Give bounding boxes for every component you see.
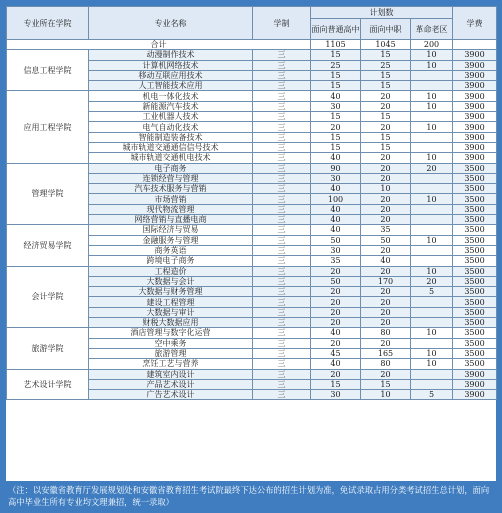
college-cell: 艺术设计学院 <box>7 369 89 400</box>
duration-cell: 三 <box>253 369 311 379</box>
plan-old-cell <box>411 245 453 255</box>
total-label: 合计 <box>7 40 311 50</box>
major-cell: 移动互联应用技术 <box>89 70 253 80</box>
plan-old-cell <box>411 70 453 80</box>
fee-cell: 3900 <box>453 142 497 152</box>
fee-cell: 3900 <box>453 153 497 163</box>
header-major: 专业名称 <box>89 7 253 40</box>
fee-cell: 3900 <box>453 91 497 101</box>
plan-hs-cell: 25 <box>311 60 361 70</box>
plan-vs-cell: 20 <box>361 245 411 255</box>
plan-old-cell <box>411 318 453 328</box>
plan-vs-cell: 20 <box>361 101 411 111</box>
plan-vs-cell: 20 <box>361 122 411 132</box>
duration-cell: 三 <box>253 142 311 152</box>
fee-cell: 3900 <box>453 112 497 122</box>
plan-old-cell: 10 <box>411 153 453 163</box>
table-row <box>7 328 497 338</box>
table-body <box>7 50 497 400</box>
college-cell: 应用工程学院 <box>7 91 89 163</box>
plan-hs-cell: 40 <box>311 184 361 194</box>
total-old: 200 <box>411 40 453 50</box>
header-fee: 学费 <box>453 7 497 40</box>
college-cell: 旅游学院 <box>7 328 89 369</box>
duration-cell: 三 <box>253 122 311 132</box>
fee-cell: 3900 <box>453 50 497 60</box>
duration-cell: 三 <box>253 225 311 235</box>
fee-cell: 3500 <box>453 235 497 245</box>
duration-cell: 三 <box>253 379 311 389</box>
fee-cell: 3900 <box>453 379 497 389</box>
duration-cell: 三 <box>253 287 311 297</box>
major-cell: 电子商务 <box>89 163 253 173</box>
major-cell: 智能制造装备技术 <box>89 132 253 142</box>
duration-cell: 三 <box>253 184 311 194</box>
plan-vs-cell: 50 <box>361 235 411 245</box>
fee-cell: 3500 <box>453 328 497 338</box>
duration-cell: 三 <box>253 256 311 266</box>
fee-cell: 3500 <box>453 245 497 255</box>
plan-vs-cell: 20 <box>361 338 411 348</box>
major-cell: 烹饪工艺与营养 <box>89 359 253 369</box>
major-cell: 汽车技术服务与营销 <box>89 184 253 194</box>
plan-old-cell: 20 <box>411 276 453 286</box>
plan-vs-cell: 15 <box>361 50 411 60</box>
major-cell: 新能源汽车技术 <box>89 101 253 111</box>
plan-old-cell <box>411 379 453 389</box>
plan-vs-cell: 170 <box>361 276 411 286</box>
duration-cell: 三 <box>253 307 311 317</box>
fee-cell: 3500 <box>453 307 497 317</box>
duration-cell: 三 <box>253 204 311 214</box>
duration-cell: 三 <box>253 318 311 328</box>
major-cell: 动漫制作技术 <box>89 50 253 60</box>
fee-cell: 3500 <box>453 348 497 358</box>
major-cell: 市场营销 <box>89 194 253 204</box>
plan-hs-cell: 50 <box>311 235 361 245</box>
plan-vs-cell: 25 <box>361 60 411 70</box>
footnote: （注：以安徽省教育厅发展规划处和安徽省教育招生考试院最终下达公布的招生计划为准，免试录取占用分类考试招生总计划，面向高中毕业生所有专业均文理兼招，统一录取） <box>8 485 490 507</box>
enrollment-plan-table <box>6 6 497 400</box>
plan-vs-cell: 20 <box>361 287 411 297</box>
plan-old-cell <box>411 215 453 225</box>
plan-hs-cell: 20 <box>311 369 361 379</box>
duration-cell: 三 <box>253 153 311 163</box>
plan-hs-cell: 40 <box>311 225 361 235</box>
fee-cell: 3900 <box>453 390 497 400</box>
plan-hs-cell: 20 <box>311 266 361 276</box>
plan-vs-cell: 20 <box>361 266 411 276</box>
plan-hs-cell: 15 <box>311 112 361 122</box>
fee-cell: 3500 <box>453 173 497 183</box>
plan-vs-cell: 15 <box>361 81 411 91</box>
college-cell: 信息工程学院 <box>7 50 89 91</box>
plan-hs-cell: 50 <box>311 276 361 286</box>
major-cell: 大数据与审计 <box>89 307 253 317</box>
duration-cell: 三 <box>253 338 311 348</box>
plan-hs-cell: 40 <box>311 328 361 338</box>
fee-cell: 3900 <box>453 132 497 142</box>
plan-hs-cell: 40 <box>311 153 361 163</box>
header-plan-old: 革命老区 <box>411 19 453 40</box>
plan-hs-cell: 20 <box>311 287 361 297</box>
fee-cell: 3900 <box>453 70 497 80</box>
major-cell: 网络营销与直播电商 <box>89 215 253 225</box>
total-row <box>7 40 497 50</box>
plan-old-cell <box>411 142 453 152</box>
plan-hs-cell: 40 <box>311 215 361 225</box>
major-cell: 工业机器人技术 <box>89 112 253 122</box>
duration-cell: 三 <box>253 50 311 60</box>
fee-cell: 3500 <box>453 204 497 214</box>
fee-cell: 3900 <box>453 101 497 111</box>
plan-vs-cell: 15 <box>361 132 411 142</box>
fee-cell: 3500 <box>453 256 497 266</box>
duration-cell: 三 <box>253 81 311 91</box>
plan-hs-cell: 90 <box>311 163 361 173</box>
plan-hs-cell: 40 <box>311 359 361 369</box>
major-cell: 连锁经营与管理 <box>89 173 253 183</box>
major-cell: 现代物流管理 <box>89 204 253 214</box>
fee-cell: 3500 <box>453 184 497 194</box>
duration-cell: 三 <box>253 390 311 400</box>
plan-vs-cell: 20 <box>361 215 411 225</box>
plan-vs-cell: 20 <box>361 91 411 101</box>
major-cell: 电气自动化技术 <box>89 122 253 132</box>
fee-cell: 3900 <box>453 81 497 91</box>
plan-vs-cell: 15 <box>361 70 411 80</box>
major-cell: 酒店管理与数字化运营 <box>89 328 253 338</box>
major-cell: 财税大数据应用 <box>89 318 253 328</box>
major-cell: 大数据与财务管理 <box>89 287 253 297</box>
plan-old-cell: 10 <box>411 91 453 101</box>
fee-cell: 3900 <box>453 122 497 132</box>
major-cell: 计算机网络技术 <box>89 60 253 70</box>
plan-old-cell: 5 <box>411 287 453 297</box>
major-cell: 旅游管理 <box>89 348 253 358</box>
total-hs: 1105 <box>311 40 361 50</box>
fee-cell: 3500 <box>453 338 497 348</box>
major-cell: 广告艺术设计 <box>89 390 253 400</box>
fee-cell: 3500 <box>453 225 497 235</box>
plan-hs-cell: 40 <box>311 91 361 101</box>
duration-cell: 三 <box>253 112 311 122</box>
total-fee <box>453 40 497 50</box>
duration-cell: 三 <box>253 215 311 225</box>
plan-vs-cell: 20 <box>361 318 411 328</box>
duration-cell: 三 <box>253 163 311 173</box>
major-cell: 国际经济与贸易 <box>89 225 253 235</box>
plan-hs-cell: 35 <box>311 256 361 266</box>
major-cell: 建设工程管理 <box>89 297 253 307</box>
duration-cell: 三 <box>253 194 311 204</box>
plan-vs-cell: 20 <box>361 173 411 183</box>
plan-hs-cell: 30 <box>311 390 361 400</box>
plan-vs-cell: 10 <box>361 390 411 400</box>
duration-cell: 三 <box>253 245 311 255</box>
plan-hs-cell: 15 <box>311 81 361 91</box>
plan-vs-cell: 15 <box>361 142 411 152</box>
plan-vs-cell: 165 <box>361 348 411 358</box>
plan-old-cell <box>411 256 453 266</box>
duration-cell: 三 <box>253 266 311 276</box>
plan-hs-cell: 30 <box>311 173 361 183</box>
duration-cell: 三 <box>253 359 311 369</box>
plan-old-cell: 10 <box>411 266 453 276</box>
table-row <box>7 163 497 173</box>
plan-vs-cell: 40 <box>361 256 411 266</box>
fee-cell: 3500 <box>453 276 497 286</box>
duration-cell: 三 <box>253 276 311 286</box>
header-college: 专业所在学院 <box>7 7 89 40</box>
major-cell: 空中乘务 <box>89 338 253 348</box>
fee-cell: 3500 <box>453 297 497 307</box>
plan-vs-cell: 20 <box>361 163 411 173</box>
plan-vs-cell: 20 <box>361 153 411 163</box>
plan-old-cell: 10 <box>411 194 453 204</box>
plan-vs-cell: 20 <box>361 369 411 379</box>
major-cell: 跨境电子商务 <box>89 256 253 266</box>
plan-hs-cell: 15 <box>311 132 361 142</box>
plan-old-cell: 10 <box>411 328 453 338</box>
plan-vs-cell: 20 <box>361 204 411 214</box>
plan-hs-cell: 100 <box>311 194 361 204</box>
duration-cell: 三 <box>253 91 311 101</box>
duration-cell: 三 <box>253 348 311 358</box>
plan-hs-cell: 20 <box>311 338 361 348</box>
plan-vs-cell: 10 <box>361 184 411 194</box>
plan-old-cell: 10 <box>411 359 453 369</box>
fee-cell: 3500 <box>453 266 497 276</box>
plan-hs-cell: 30 <box>311 101 361 111</box>
major-cell: 工程造价 <box>89 266 253 276</box>
plan-old-cell <box>411 184 453 194</box>
fee-cell: 3500 <box>453 359 497 369</box>
table-row <box>7 369 497 379</box>
plan-hs-cell: 20 <box>311 307 361 317</box>
major-cell: 金融服务与管理 <box>89 235 253 245</box>
duration-cell: 三 <box>253 70 311 80</box>
major-cell: 建筑室内设计 <box>89 369 253 379</box>
plan-old-cell <box>411 369 453 379</box>
table-row <box>7 91 497 101</box>
plan-old-cell: 10 <box>411 348 453 358</box>
major-cell: 机电一体化技术 <box>89 91 253 101</box>
plan-hs-cell: 15 <box>311 142 361 152</box>
plan-hs-cell: 45 <box>311 348 361 358</box>
major-cell: 人工智能技术应用 <box>89 81 253 91</box>
duration-cell: 三 <box>253 60 311 70</box>
plan-old-cell: 10 <box>411 122 453 132</box>
plan-hs-cell: 15 <box>311 379 361 389</box>
plan-vs-cell: 15 <box>361 379 411 389</box>
header-plan-vs: 面向中职 <box>361 19 411 40</box>
plan-hs-cell: 15 <box>311 50 361 60</box>
plan-old-cell <box>411 204 453 214</box>
plan-hs-cell: 20 <box>311 297 361 307</box>
plan-old-cell: 10 <box>411 50 453 60</box>
total-vs: 1045 <box>361 40 411 50</box>
header-duration: 学制 <box>253 7 311 40</box>
plan-vs-cell: 80 <box>361 328 411 338</box>
fee-cell: 3900 <box>453 369 497 379</box>
duration-cell: 三 <box>253 101 311 111</box>
fee-cell: 3500 <box>453 215 497 225</box>
plan-old-cell <box>411 112 453 122</box>
duration-cell: 三 <box>253 235 311 245</box>
plan-old-cell: 10 <box>411 101 453 111</box>
major-cell: 产品艺术设计 <box>89 379 253 389</box>
plan-old-cell: 5 <box>411 390 453 400</box>
plan-old-cell <box>411 173 453 183</box>
plan-vs-cell: 20 <box>361 194 411 204</box>
plan-old-cell <box>411 297 453 307</box>
plan-hs-cell: 15 <box>311 70 361 80</box>
college-cell: 经济贸易学院 <box>7 225 89 266</box>
enrollment-plan-table-frame <box>6 6 496 481</box>
plan-vs-cell: 80 <box>361 359 411 369</box>
plan-vs-cell: 20 <box>361 307 411 317</box>
plan-old-cell <box>411 307 453 317</box>
plan-old-cell <box>411 338 453 348</box>
fee-cell: 3500 <box>453 318 497 328</box>
plan-old-cell <box>411 132 453 142</box>
plan-old-cell: 10 <box>411 235 453 245</box>
major-cell: 城市轨道交通机电技术 <box>89 153 253 163</box>
plan-vs-cell: 15 <box>361 112 411 122</box>
plan-hs-cell: 20 <box>311 318 361 328</box>
header-plan-hs: 面向普通高中 <box>311 19 361 40</box>
fee-cell: 3500 <box>453 194 497 204</box>
college-cell: 管理学院 <box>7 163 89 225</box>
plan-old-cell: 20 <box>411 163 453 173</box>
major-cell: 商务英语 <box>89 245 253 255</box>
table-row <box>7 225 497 235</box>
plan-vs-cell: 20 <box>361 297 411 307</box>
college-cell: 会计学院 <box>7 266 89 328</box>
duration-cell: 三 <box>253 297 311 307</box>
plan-hs-cell: 40 <box>311 204 361 214</box>
plan-hs-cell: 30 <box>311 245 361 255</box>
fee-cell: 3500 <box>453 287 497 297</box>
table-row <box>7 266 497 276</box>
plan-old-cell: 10 <box>411 60 453 70</box>
plan-vs-cell: 35 <box>361 225 411 235</box>
header-plan-group: 计划数 <box>311 7 453 19</box>
table-row <box>7 50 497 60</box>
major-cell: 大数据与会计 <box>89 276 253 286</box>
duration-cell: 三 <box>253 328 311 338</box>
duration-cell: 三 <box>253 132 311 142</box>
plan-hs-cell: 20 <box>311 122 361 132</box>
plan-old-cell <box>411 225 453 235</box>
duration-cell: 三 <box>253 173 311 183</box>
fee-cell: 3900 <box>453 60 497 70</box>
major-cell: 城市轨道交通通信信号技术 <box>89 142 253 152</box>
plan-old-cell <box>411 81 453 91</box>
fee-cell: 3500 <box>453 163 497 173</box>
